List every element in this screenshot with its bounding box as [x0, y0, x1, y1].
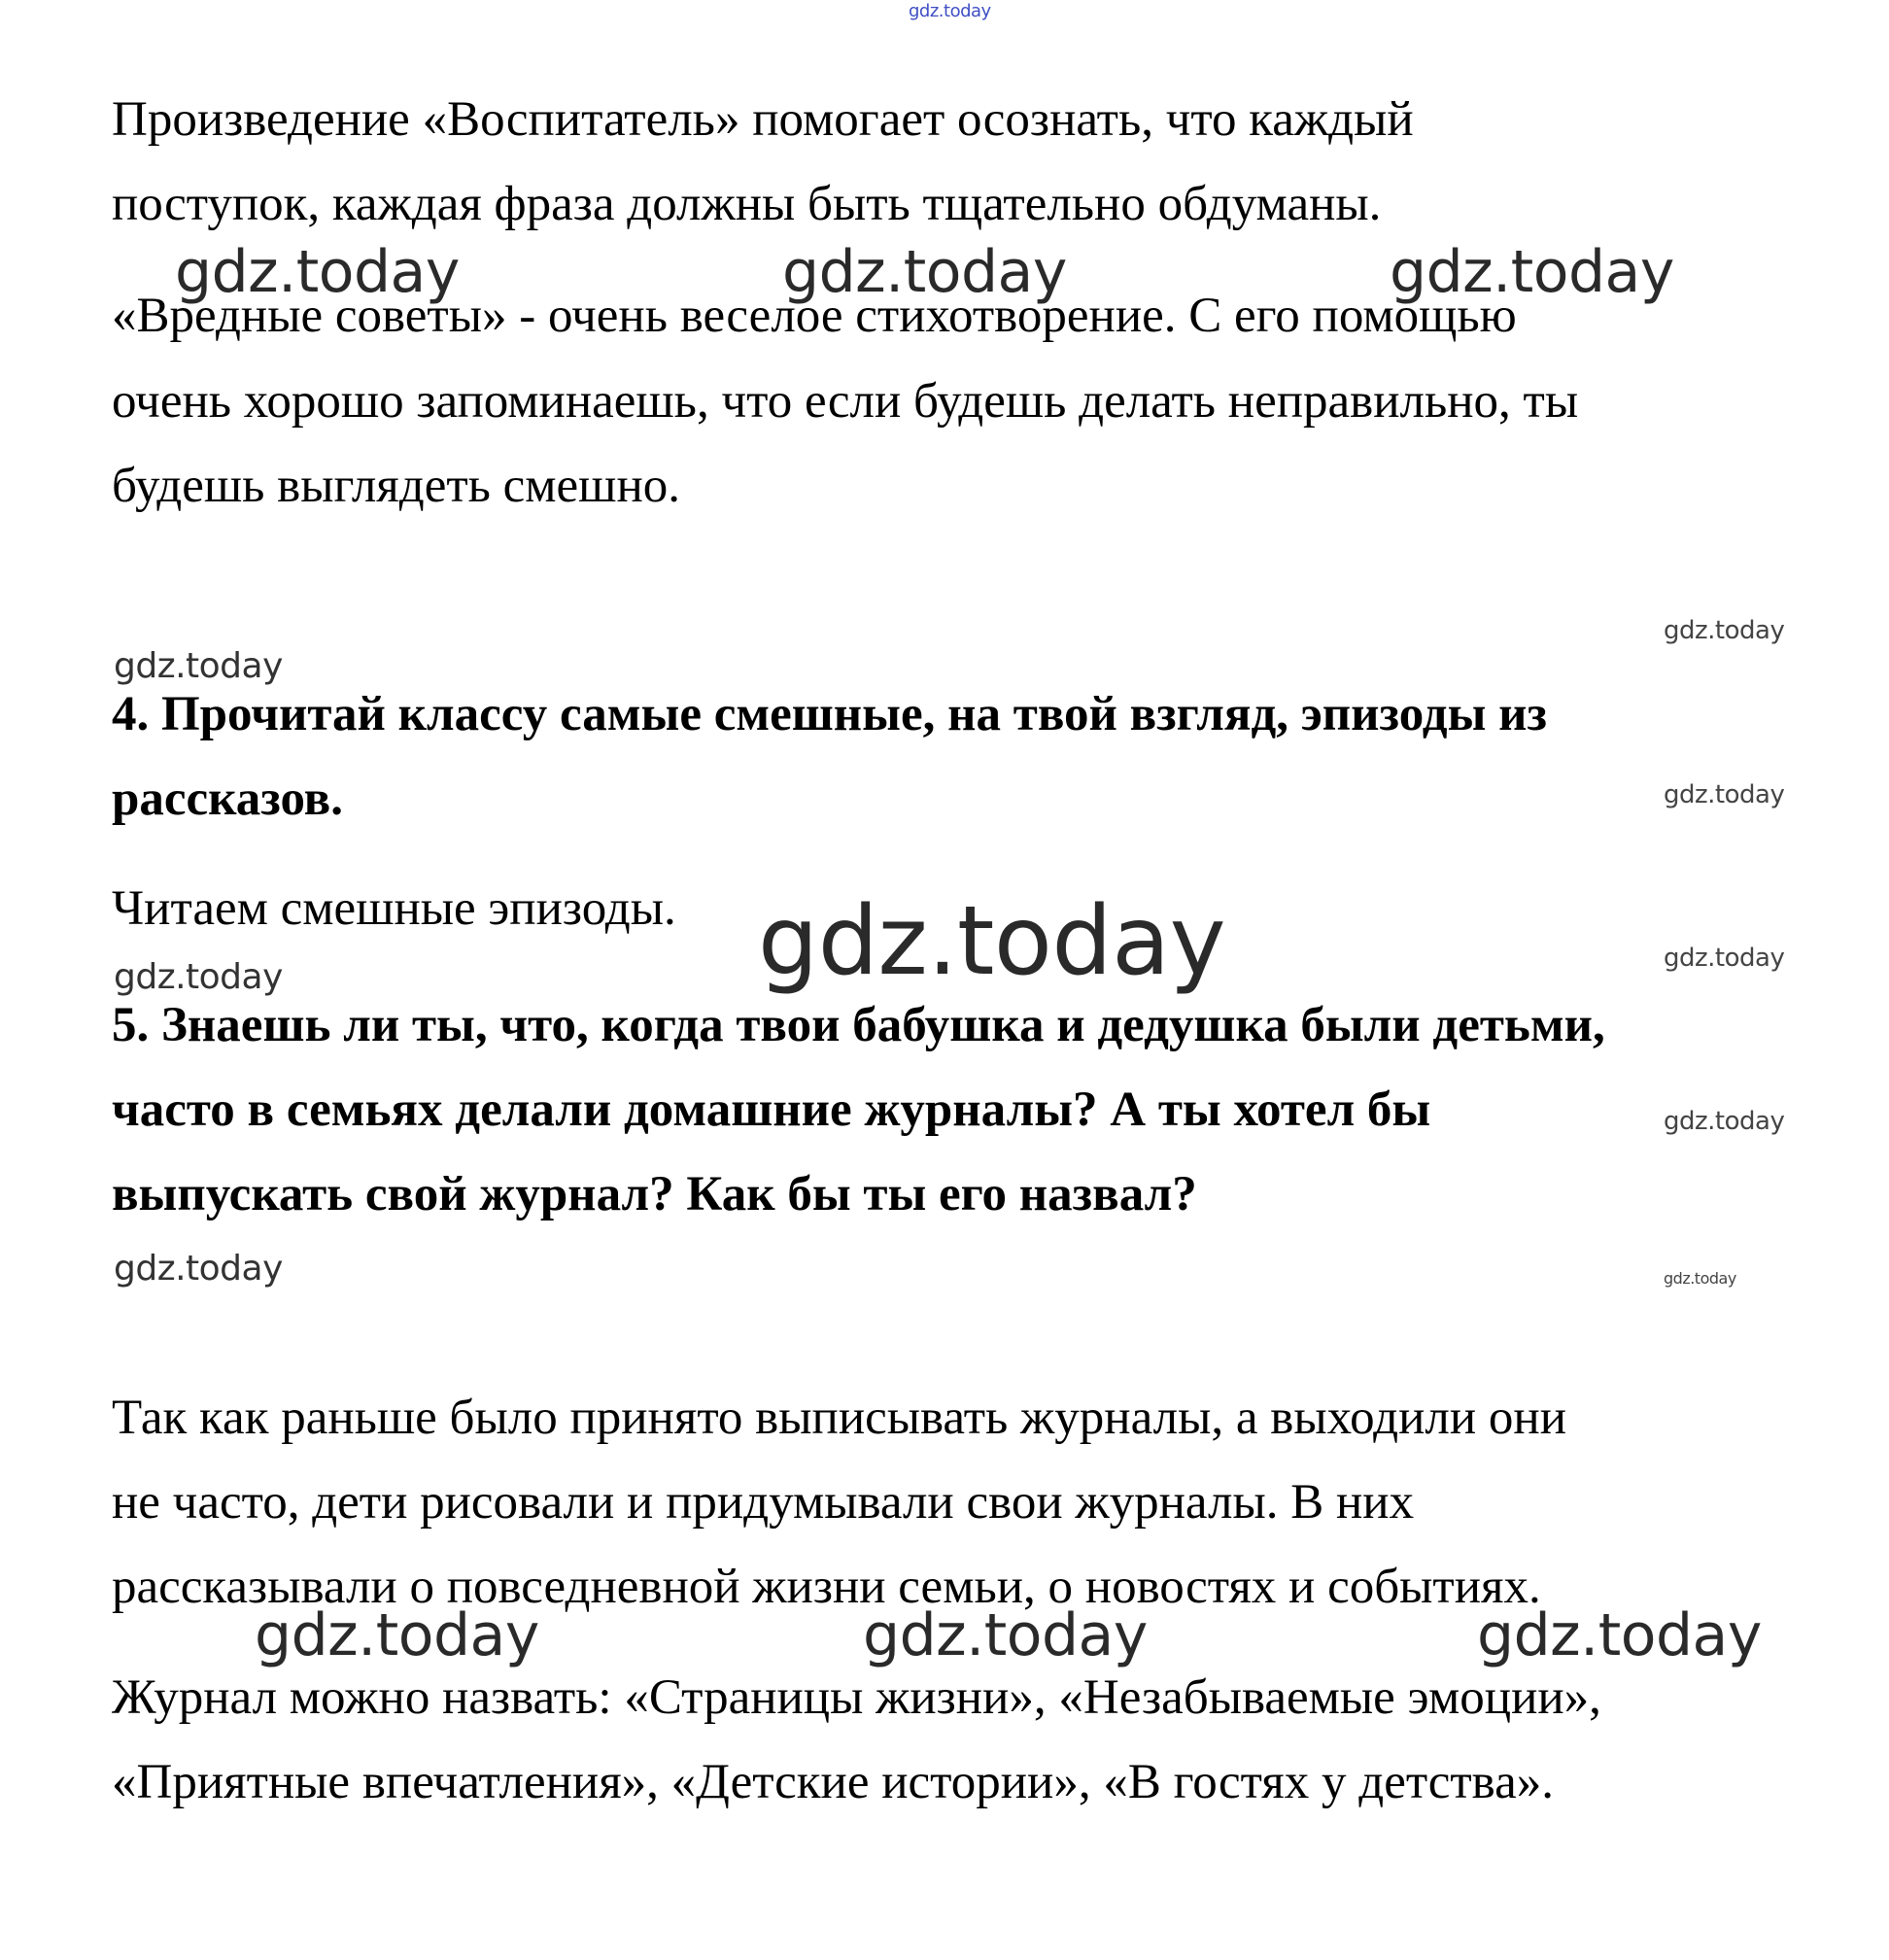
watermark: gdz.today	[114, 957, 283, 997]
paragraph-line: поступок, каждая фраза должны быть тщательно обдуманы.	[112, 177, 1382, 231]
answer-4-line: Читаем смешные эпизоды.	[112, 881, 676, 936]
paragraph-line: «Вредные советы» - очень веселое стихотворение. С его помощью	[112, 289, 1517, 343]
answer-5-line: рассказывали о повседневной жизни семьи, о новостях и событиях.	[112, 1560, 1541, 1614]
watermark: gdz.today	[255, 1601, 539, 1669]
question-4-line: 4. Прочитай классу самые смешные, на твой взгляд, эпизоды из	[112, 687, 1548, 741]
watermark: gdz.today	[114, 646, 283, 686]
watermark: gdz.today	[1664, 944, 1785, 973]
paragraph-line: будешь выглядеть смешно.	[112, 459, 680, 513]
paragraph-line: очень хорошо запоминаешь, что если будешь делать неправильно, ты	[112, 374, 1579, 429]
watermark: gdz.today	[1477, 1601, 1762, 1669]
question-4-line: рассказов.	[112, 772, 343, 826]
watermark: gdz.today	[782, 238, 1067, 306]
watermark: gdz.today	[1664, 780, 1785, 809]
answer-5-line: не часто, дети рисовали и придумывали свои журналы. В них	[112, 1475, 1415, 1530]
question-5-line: 5. Знаешь ли ты, что, когда твои бабушка и дедушка были детьми,	[112, 998, 1605, 1052]
answer-5-line: Так как раньше было принято выписывать журналы, а выходили они	[112, 1391, 1567, 1445]
watermark: gdz.today	[758, 886, 1226, 997]
question-5-line: часто в семьях делали домашние журналы? А ты хотел бы	[112, 1083, 1431, 1137]
watermark-top: gdz.today	[909, 1, 991, 21]
watermark: gdz.today	[1664, 616, 1785, 645]
watermark: gdz.today	[1664, 1107, 1785, 1136]
watermark: gdz.today	[1664, 1269, 1736, 1288]
answer-5-line: «Приятные впечатления», «Детские истории», «В гостях у детства».	[112, 1755, 1554, 1809]
watermark: gdz.today	[114, 1249, 283, 1289]
watermark: gdz.today	[1390, 238, 1674, 306]
question-5-line: выпускать свой журнал? Как бы ты его назвал?	[112, 1167, 1197, 1221]
watermark: gdz.today	[863, 1601, 1148, 1669]
answer-5-line: Журнал можно назвать: «Страницы жизни», «Незабываемые эмоции»,	[112, 1670, 1601, 1725]
paragraph-line: Произведение «Воспитатель» помогает осознать, что каждый	[112, 92, 1414, 147]
watermark: gdz.today	[175, 238, 460, 306]
